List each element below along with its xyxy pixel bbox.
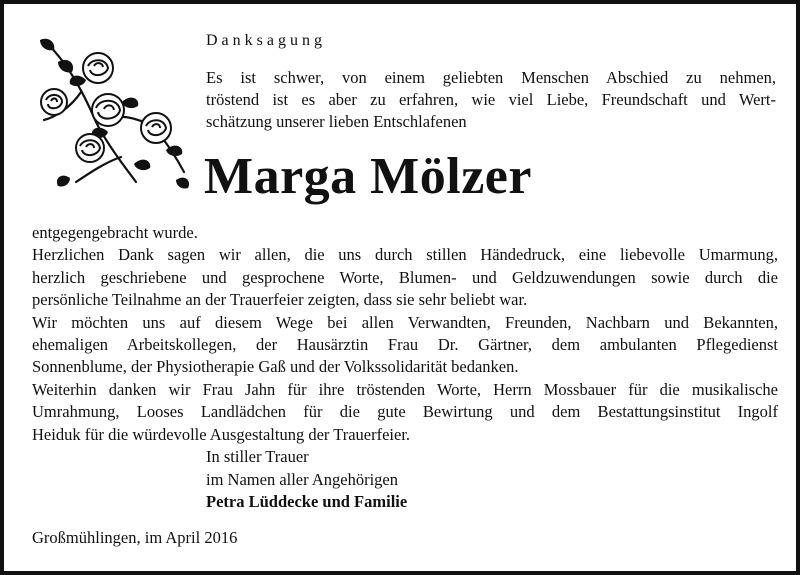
body-line: persönliche Teilnahme an der Trauerfeier zeigten, dass sie sehr beliebt war. — [32, 290, 528, 310]
body-line: Herzlichen Dank sagen wir allen, die uns durch stillen Händedruck, eine liebevolle Umarmung, — [32, 245, 778, 265]
signature-family: Petra Lüddecke und Familie — [206, 492, 408, 511]
heading: Danksagung — [206, 32, 326, 49]
body-line: entgegengebracht wurde. — [32, 223, 198, 242]
signature-line: In stiller Trauer — [206, 447, 309, 466]
body-line: Heiduk für die würdevolle Ausgestaltung der Trauerfeier. — [32, 424, 411, 444]
intro-line: tröstend ist es aber zu erfahren, wie viel Liebe, Freundschaft und Wert- — [206, 90, 776, 109]
intro-line: Es ist schwer, von einem geliebten Menschen Abschied zu nehmen, — [206, 68, 776, 87]
body-line: herzlich geschriebene und gesprochene Worte, Blumen- und Geldzuwendungen sowie durch die — [32, 267, 778, 287]
body-line: Wir möchten uns auf diesem Wege bei allen Verwandten, Freunden, Nachbarn und Bekannten, — [32, 312, 778, 332]
intro-line: schätzung unserer lieben Entschlafenen — [206, 112, 467, 131]
body-text — [32, 222, 778, 446]
body-line: Umrahmung, Looses Landlädchen für die gute Bewirtung und dem Bestattungsinstitut Ingolf — [32, 402, 778, 422]
body-line: Sonnenblume, der Physiotherapie Gaß und der Volkssolidarität bedanken. — [32, 357, 519, 377]
signature-block — [206, 446, 407, 514]
place-date: Großmühlingen, im April 2016 — [32, 528, 238, 547]
body-line: Weiterhin danken wir Frau Jahn für ihre tröstenden Worte, Herrn Mossbauer für die musikalische — [32, 379, 778, 399]
body-line: ehemaligen Arbeitskollegen, der Hausärztin Frau Dr. Gärtner, dem ambulanten Pflegedienst — [32, 335, 778, 355]
deceased-name: Marga Mölzer — [204, 148, 532, 205]
intro-text — [206, 67, 776, 133]
rose-branch-icon — [26, 32, 196, 197]
signature-line: im Namen aller Angehörigen — [206, 469, 398, 489]
